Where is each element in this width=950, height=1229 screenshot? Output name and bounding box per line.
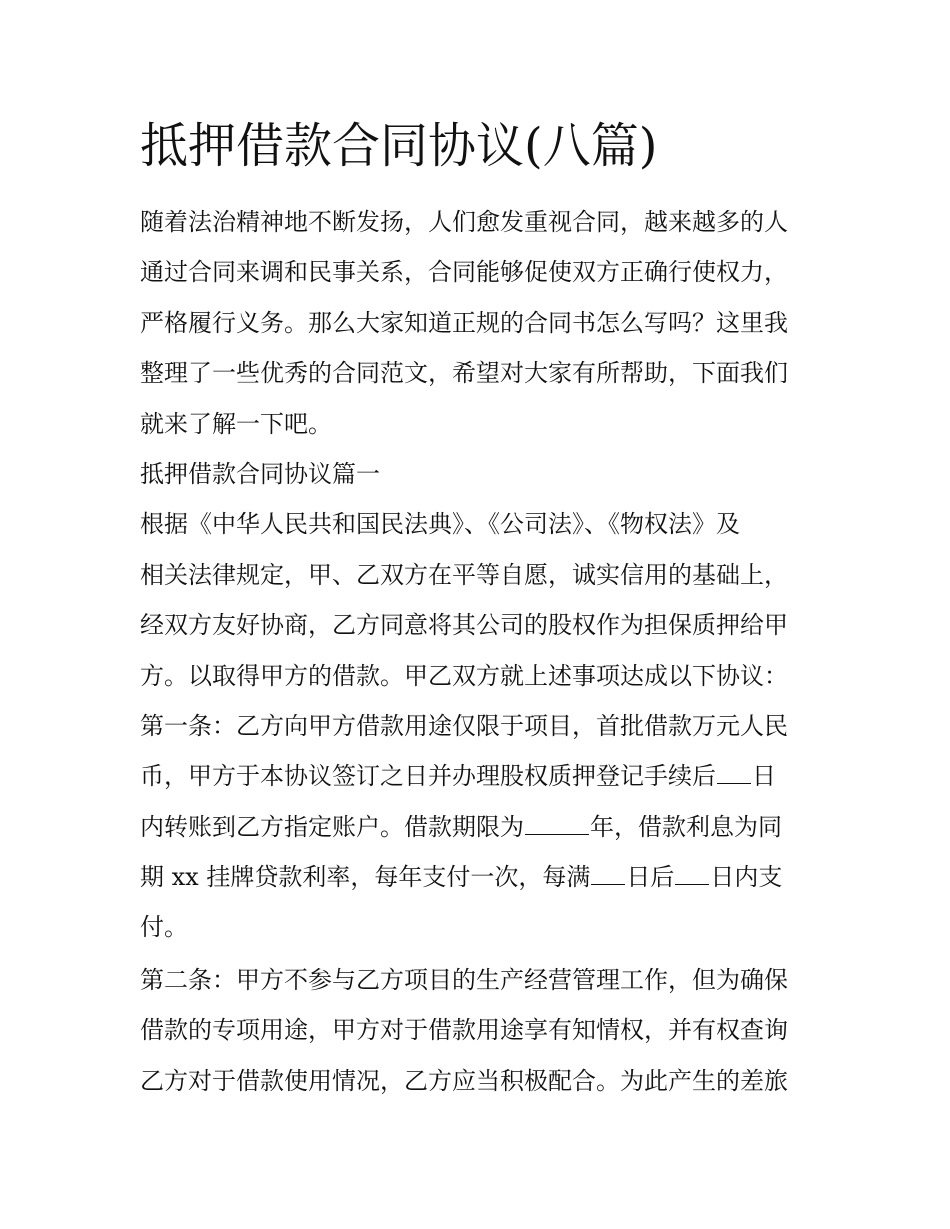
article1-line-4 [140,857,830,907]
fill-in-blank [591,862,625,885]
preamble-line-3: 经双方友好协商，乙方同意将其公司的股权作为担保质押给甲 [140,611,788,640]
document-body [140,202,830,1111]
fill-in-blank [525,812,589,835]
intro-line-5: 就来了解一下吧。 [140,409,332,438]
article1-line-4-text-c: 日内支 [710,863,783,892]
intro-line-2: 通过合同来调和民事关系，合同能够促使双方正确行使权力， [140,258,788,287]
article1-line-3-text-a: 内转账到乙方指定账户。借款期限为 [140,812,524,841]
article2-line-2: 借款的专项用途，甲方对于借款用途享有知情权，并有权查询 [140,1016,788,1045]
article1-line-2-text-a: 币，甲方于本协议签订之日并办理股权质押登记手续后 [140,762,716,791]
article1-line-1: 第一条：乙方向甲方借款用途仅限于项目，首批借款万元人民 [140,711,788,740]
fill-in-blank [717,761,751,784]
article1-line-4-text-b: 日后 [626,863,675,892]
preamble-line-1: 根据《中华人民共和国民法典》、《公司法》、《物权法》及 [140,510,740,539]
intro-line-1: 随着法治精神地不断发扬，人们愈发重视合同，越来越多的人 [140,208,788,236]
section-heading: 抵押借款合同协议篇一 [140,459,380,488]
article1-line-5: 付。 [140,913,188,942]
article1-line-2-text-b: 日 [752,762,776,791]
article1-line-2 [140,756,830,806]
intro-line-4: 整理了一些优秀的合同范文，希望对大家有所帮助，下面我们 [140,359,788,388]
preamble-line-2: 相关法律规定，甲、乙双方在平等自愿，诚实信用的基础上， [140,560,788,589]
document-title: 抵押借款合同协议(八篇) [140,118,658,174]
article2-line-1: 第二条：甲方不参与乙方项目的生产经营管理工作，但为确保 [140,965,788,994]
article1-line-4-text-a: 期 xx 挂牌贷款利率，每年支付一次，每满 [140,863,591,892]
preamble-line-4: 方。以取得甲方的借款。甲乙双方就上述事项达成以下协议： [140,661,788,690]
article1-line-3-text-b: 年，借款利息为同 [590,812,782,841]
fill-in-blank [675,862,709,885]
article1-line-3 [140,807,830,857]
intro-line-3: 严格履行义务。那么大家知道正规的合同书怎么写吗？这里我 [140,308,788,337]
article2-line-3: 乙方对于借款使用情况，乙方应当积极配合。为此产生的差旅 [140,1066,788,1095]
